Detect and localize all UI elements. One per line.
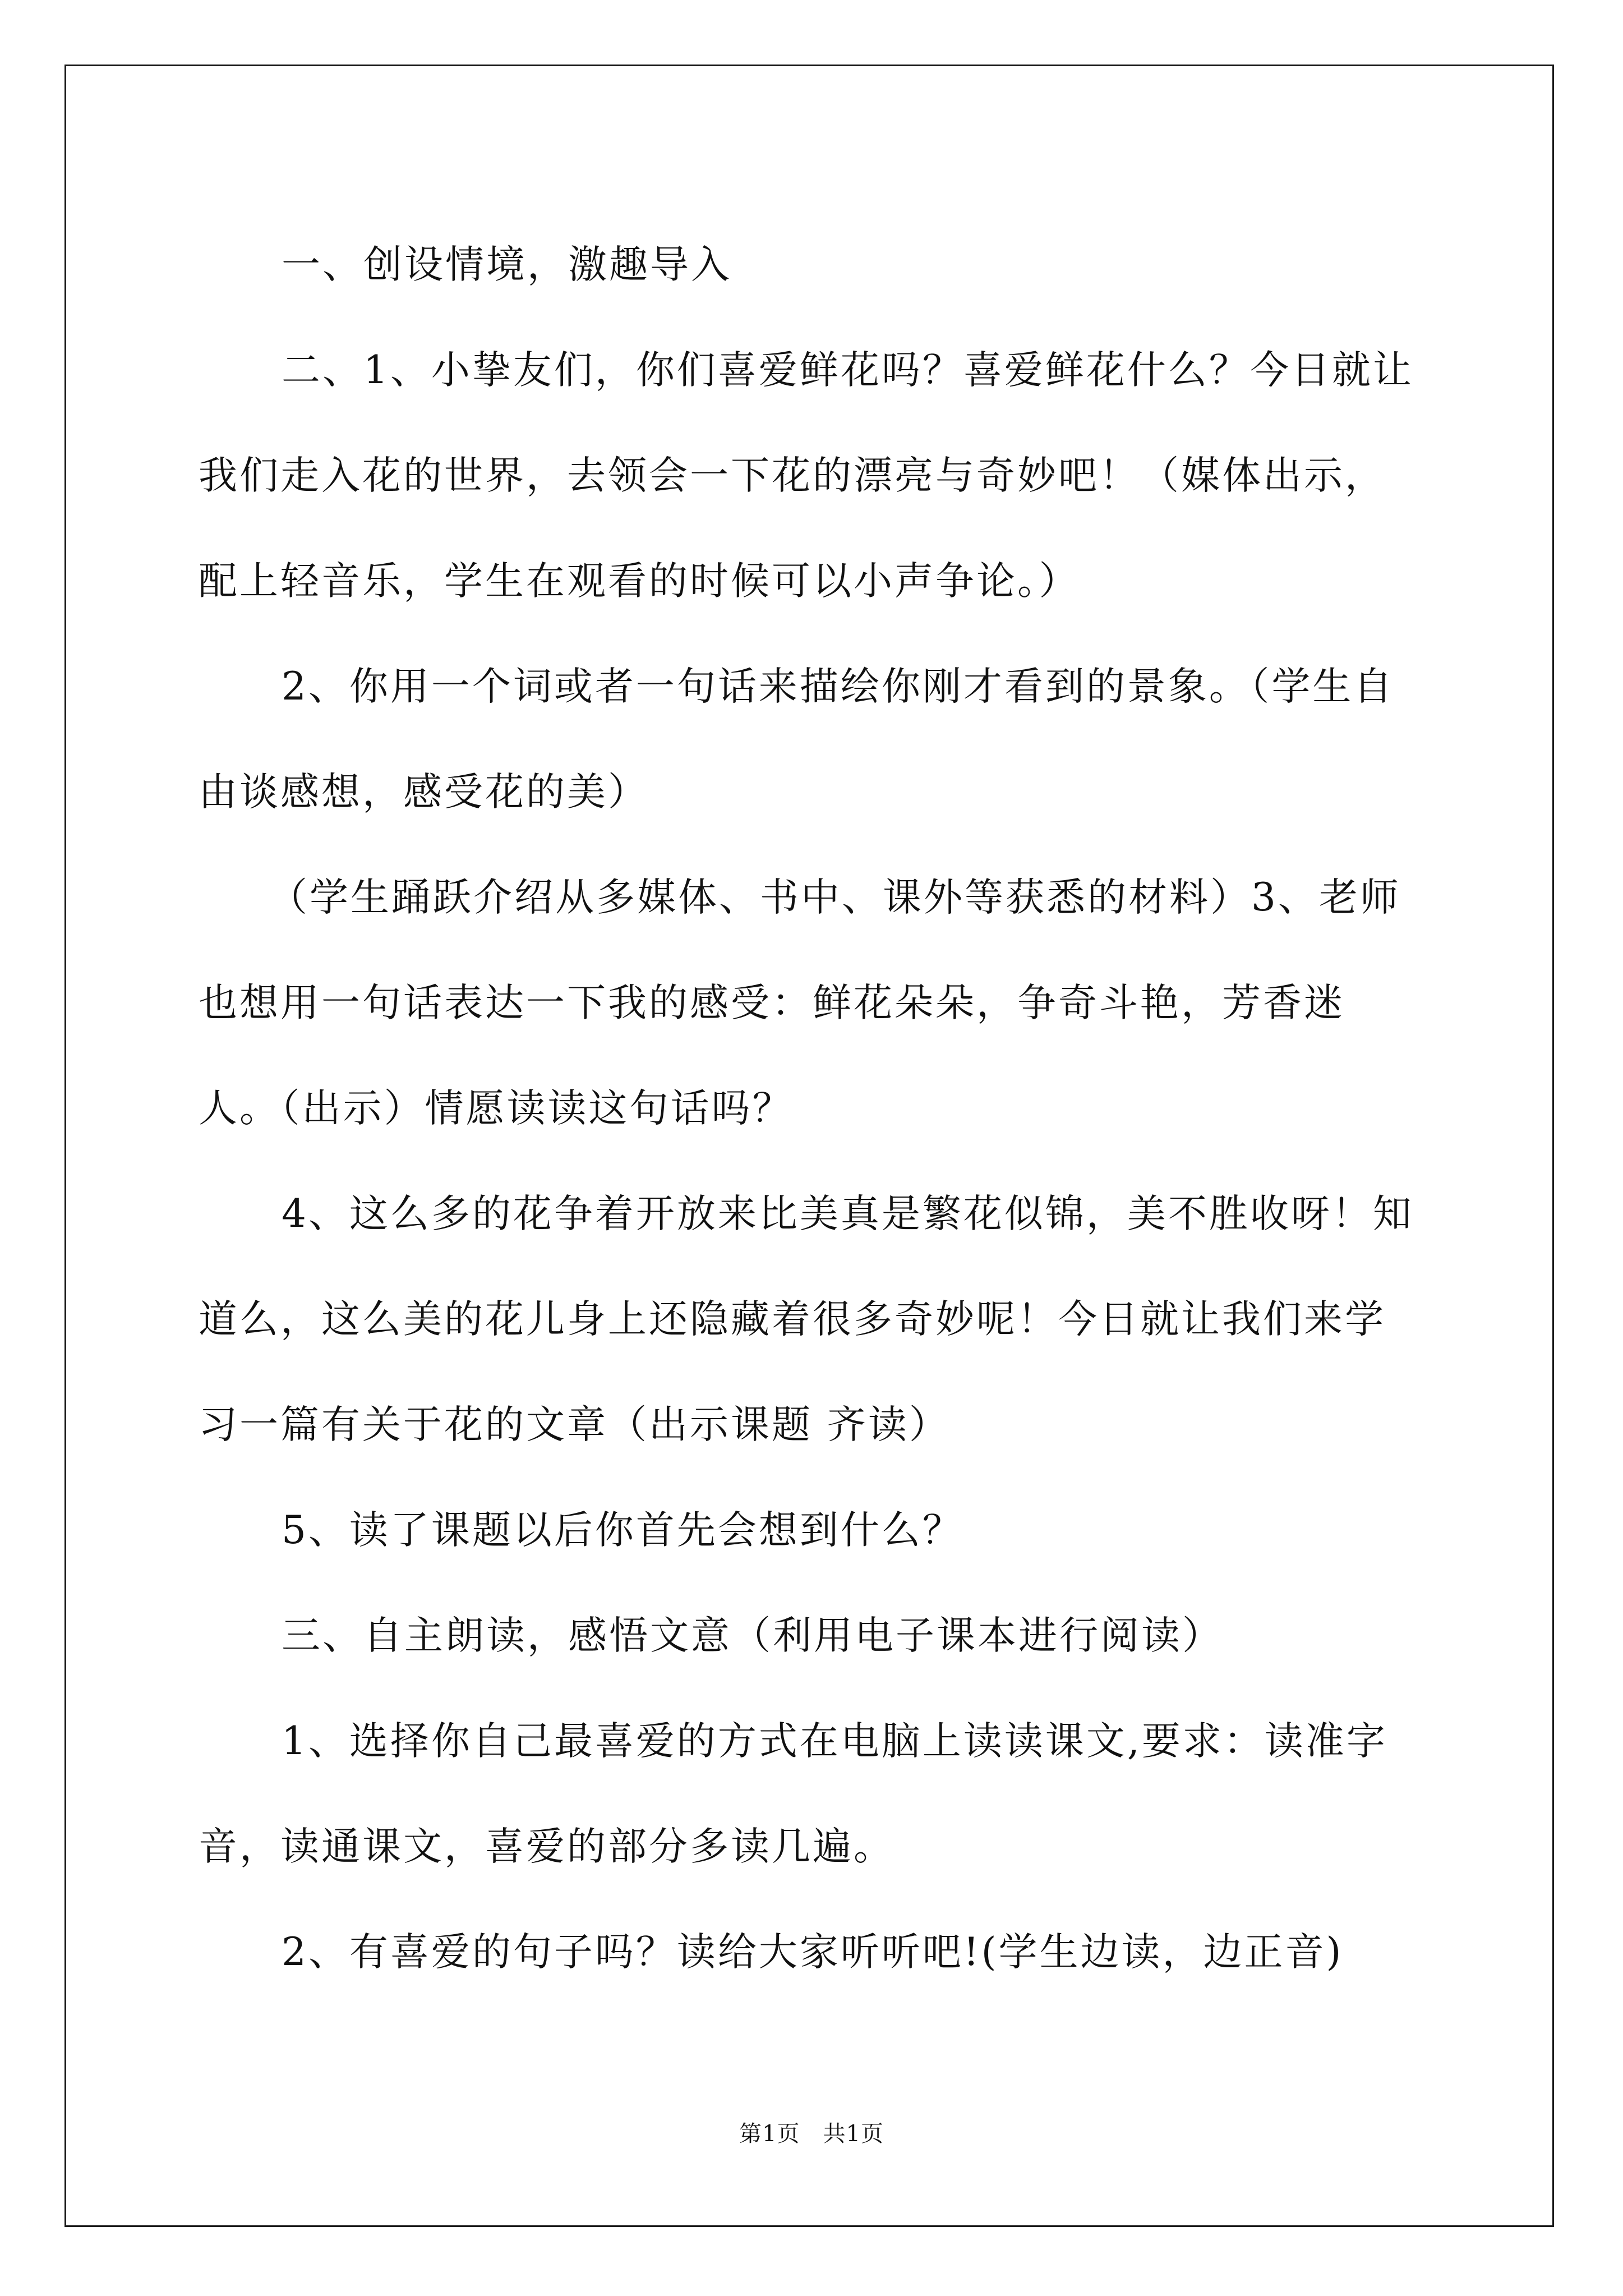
paragraph-2-2: 2、你用一个词或者一句话来描绘你刚才看到的景象。（学生自由谈感想，感受花的美） [199, 664, 1395, 815]
paragraph-2-4: 4、这么多的花争着开放来比美真是繁花似锦，美不胜收呀！知道么，这么美的花儿身上还隐藏着很多奇妙呢！今日就让我们来学习一篇有关于花的文章（出示课题 齐读） [199, 1191, 1414, 1447]
paragraph-3-1: 1、选择你自己最喜爱的方式在电脑上读读课文,要求：读准字音，读通课文，喜爱的部分多读几遍。 [199, 1719, 1387, 1869]
section-heading-1: 一、创设情境，激趣导入 [282, 242, 732, 287]
paragraph-3-2: 2、有喜爱的句子吗？读给大家听听吧!(学生边读，边正音) [282, 1930, 1344, 1975]
paragraph-2-5: 5、读了课题以后你首先会想到什么？ [282, 1508, 963, 1553]
document-body [199, 212, 1423, 2005]
page-footer: 第1页 共1页 [739, 2121, 884, 2147]
section-heading-3: 三、自主朗读，感悟文意（利用电子课本进行阅读） [282, 1613, 1223, 1658]
paragraph-2-3: （学生踊跃介绍从多媒体、书中、课外等获悉的材料）3、老师也想用一句话表达一下我的感受：鲜花朵朵，争奇斗艳，芳香迷人。（出示）情愿读读这句话吗？ [199, 875, 1401, 1131]
paragraph-2-1: 二、1、小挚友们，你们喜爱鲜花吗？喜爱鲜花什么？今日就让我们走入花的世界，去领会一下花的漂亮与奇妙吧！（媒体出示，配上轻音乐，学生在观看的时候可以小声争论。） [199, 348, 1414, 604]
